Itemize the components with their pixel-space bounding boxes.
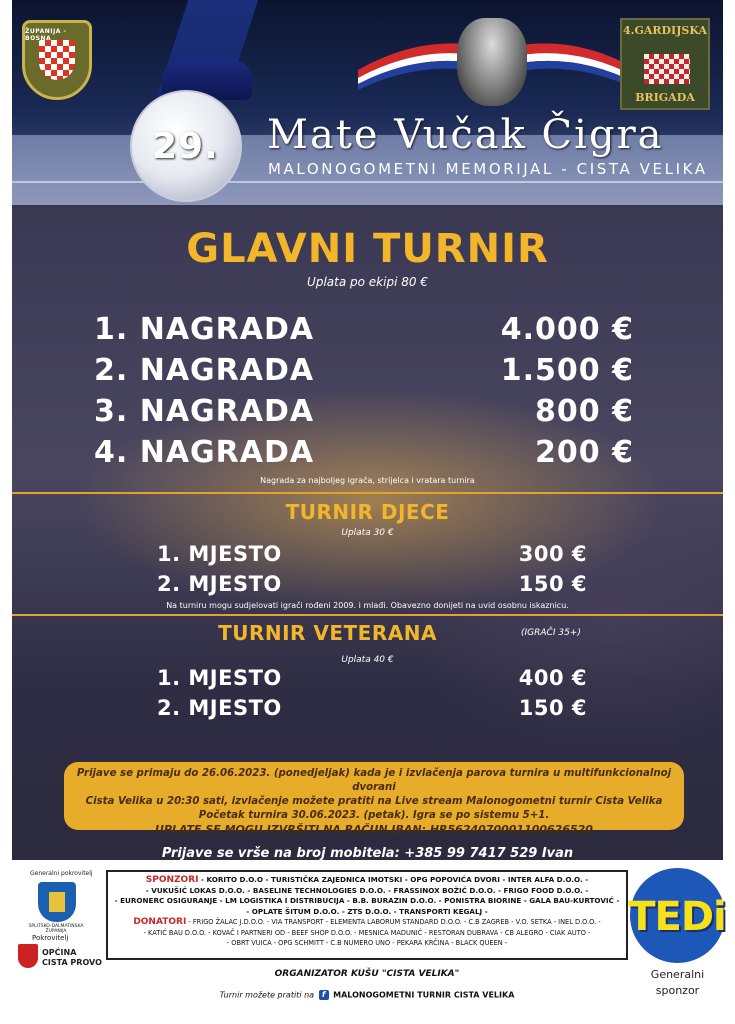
donors-line <box>112 917 622 928</box>
place-label: 2. MJESTO <box>157 696 282 720</box>
prize-row <box>94 312 634 352</box>
place-label: 2. MJESTO <box>157 572 282 596</box>
prize-label: 2. NAGRADA <box>94 353 315 388</box>
best-player-note: Nagrada za najboljeg igrača, strijelca i vratara turnira <box>260 476 475 485</box>
eagle-emblem-icon <box>457 18 527 106</box>
place-label: 1. MJESTO <box>157 666 282 690</box>
section-divider <box>12 614 723 616</box>
tedi-wordmark: TEDi <box>628 894 726 940</box>
municipality-crest-icon <box>18 944 38 968</box>
prize-row <box>94 353 634 393</box>
info-line: Cista Velika u 20:30 sati, izvlačenje možete pratiti na Live stream Malonogometni turnir Cista Velika <box>85 796 663 807</box>
place-amount: 150 € <box>518 572 587 596</box>
veterans-place-row <box>157 666 587 694</box>
main-tournament-title: GLAVNI TURNIR <box>186 226 549 272</box>
patron-label: Pokrovitelj <box>32 934 69 942</box>
sponsors-line <box>112 875 622 886</box>
stream-prefix: Turnir možete pratiti na <box>219 990 315 1000</box>
municipality-name <box>42 948 102 968</box>
municipality-name-line: CISTA PROVO <box>42 958 102 967</box>
brigade-checker <box>644 54 690 84</box>
prize-row <box>94 435 634 475</box>
checkerboard-shield <box>39 40 75 80</box>
prize-amount: 4.000 € <box>500 312 634 347</box>
sponsors-line: - EURONERC OSIGURANJE - LM LOGISTIKA I DISTRIBUCIJA - B.B. BURAZIN D.O.O. - PONISTRA BIORINE - GALA BAU-KURTOVIĆ - <box>114 896 620 905</box>
brigade-crest-bottom: BRIGADA <box>635 91 695 104</box>
sponsors-line: - VUKUŠIĆ LOKAS D.O.O. - BASELINE TECHNOLOGIES D.O.O. - FRASSINOX BOŽIĆ D.O.O. - FRIGO FOOD D.O.O. - <box>145 885 589 895</box>
info-line: Prijave se primaju do 26.06.2023. (ponedjeljak) kada je i izvlačenja parova turnira u multifunkcionalnoj dvorani <box>76 768 672 793</box>
registration-phone: Prijave se vrše na broj mobitela: +385 99 7417 529 Ivan <box>161 846 574 860</box>
header-banner <box>12 0 723 205</box>
main-tournament-fee: Uplata po ekipi 80 € <box>307 275 428 289</box>
registration-info-box <box>64 762 684 836</box>
prize-row <box>94 394 634 434</box>
veterans-place-row <box>157 696 587 724</box>
croatian-crest-icon <box>22 20 92 100</box>
veterans-tournament-title: TURNIR VETERANA <box>218 621 437 645</box>
county-name: SPLITSKO-DALMATINSKA ŽUPANIJA <box>28 924 84 934</box>
veterans-age-note: (IGRAČI 35+) <box>521 628 581 638</box>
section-divider <box>12 492 723 494</box>
crest-left-text: ŽUPANIJA - BOSNA <box>25 28 67 42</box>
children-place-row <box>157 542 587 570</box>
brigade-crest-icon <box>620 18 710 110</box>
donors-text: - FRIGO ŽALAC J.D.O.O. - VIA TRANSPORT - ELEMENTA LABORUM STANDARD D.O.O. - C.B ZAGREB - V.O. SETKA - INEL D.O.O. - <box>186 918 601 926</box>
general-patron-label: Generalni pokrovitelj <box>30 870 93 877</box>
place-amount: 150 € <box>518 696 587 720</box>
prize-label: 1. NAGRADA <box>94 312 315 347</box>
place-amount: 300 € <box>518 542 587 566</box>
court-line <box>12 181 723 183</box>
children-tournament-title: TURNIR DJECE <box>285 500 450 524</box>
sponsors-text: - KORITO D.O.O - TURISTIČKA ZAJEDNICA IMOTSKI - OPG POPOVIĆA DVORI - INTER ALFA D.O.O. - <box>198 875 589 884</box>
prize-label: 3. NAGRADA <box>94 394 315 429</box>
municipality-name-line: OPĆINA <box>42 948 77 957</box>
info-line: Početak turnira 30.06.2023. (petak). Igra se po sistemu 5+1. <box>198 810 550 821</box>
tedi-logo <box>630 868 725 968</box>
stream-page-name: MALONOGOMETNI TURNIR CISTA VELIKA <box>333 990 515 1000</box>
event-title: Mate Vučak Čigra <box>267 112 664 158</box>
brigade-crest-top: 4.GARDIJSKA <box>622 24 708 37</box>
children-eligibility-note: Na turniru mogu sudjelovati igrači rođeni 2009. i mlađi. Obavezno donijeti na uvid osobnu iskaznicu. <box>166 601 569 610</box>
edition-number: 29. <box>152 126 219 167</box>
event-subtitle: MALONOGOMETNI MEMORIJAL - CISTA VELIKA <box>268 160 708 178</box>
facebook-icon: f <box>319 990 329 1000</box>
tedi-sponsor-label <box>630 967 725 999</box>
iban-line: UPLATE SE MOGU IZVRŠITI NA RAČUN IBAN: HR5624070001100626520 <box>155 823 593 836</box>
sponsors-box <box>106 870 628 960</box>
children-tournament-fee: Uplata 30 € <box>341 528 394 538</box>
prize-amount: 1.500 € <box>500 353 634 388</box>
donors-line: - KATIĆ BAU D.O.O. - KOVAČ I PARTNERI OD - BEEF SHOP D.O.O. - MESNICA MADUNIĆ - RESTORAN DUBRAVA - CB ALEGRO - CIAK AUTO - <box>143 928 591 937</box>
county-crest-icon <box>38 882 76 922</box>
donors-line: - OBRT VUICA - OPG SCHMITT - C.B NUMERO UNO - PEKARA KRČINA - BLACK QUEEN - <box>226 939 508 947</box>
place-label: 1. MJESTO <box>157 542 282 566</box>
place-amount: 400 € <box>518 666 587 690</box>
sponsors-line: - OPLATE ŠITUM D.O.O. - ZTS D.O.O. - TRANSPORTI KEGALJ - <box>246 906 488 916</box>
children-place-row <box>157 572 587 600</box>
tedi-label-line: sponzor <box>655 984 700 997</box>
stream-info <box>106 990 628 1000</box>
poster <box>12 0 723 860</box>
tower-icon <box>49 892 65 912</box>
organizer: ORGANIZATOR KUŠU "CISTA VELIKA" <box>274 969 460 979</box>
veterans-tournament-fee: Uplata 40 € <box>341 655 394 665</box>
tedi-label-line: Generalni <box>650 968 705 981</box>
sponsors-label: SPONZORI <box>145 875 199 885</box>
donors-label: DONATORI <box>133 917 187 927</box>
prize-label: 4. NAGRADA <box>94 435 315 470</box>
prize-amount: 800 € <box>535 394 634 429</box>
prize-amount: 200 € <box>535 435 634 470</box>
